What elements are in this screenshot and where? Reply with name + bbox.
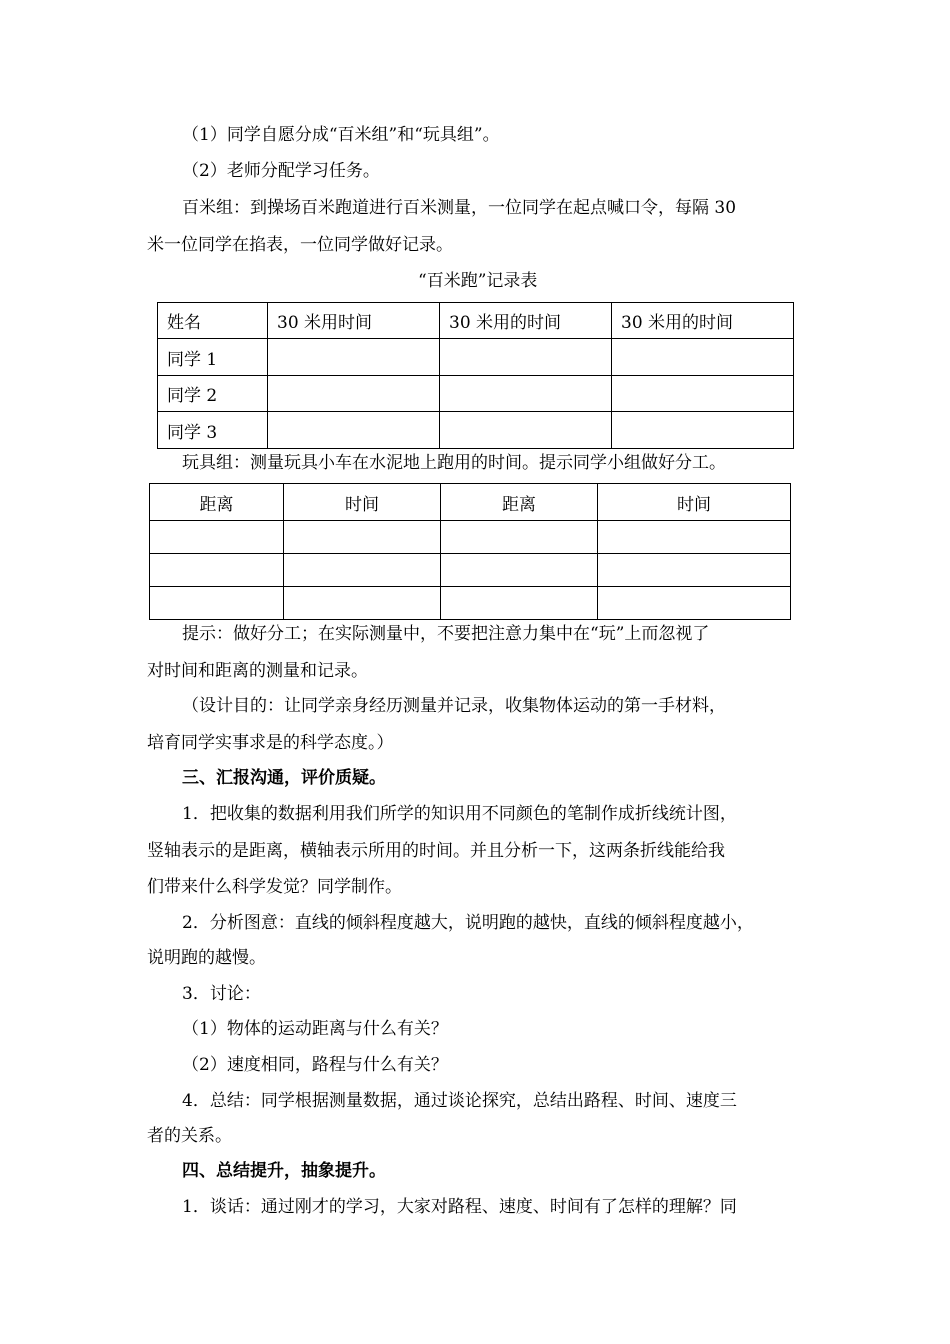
header-cell: 时间 <box>284 484 441 521</box>
paragraph: （1）物体的运动距离与什么有关？ <box>182 1019 448 1039</box>
table-cell <box>268 376 440 412</box>
paragraph: （设计目的：让同学亲身经历测量并记录，收集物体运动的第一手材料， <box>182 696 726 716</box>
paragraph: 说明跑的越慢。 <box>147 948 266 968</box>
header-cell: 30 米用的时间 <box>612 303 794 339</box>
paragraph: （2）老师分配学习任务。 <box>182 161 380 181</box>
table-row <box>158 412 794 449</box>
header-cell: 距离 <box>441 484 598 521</box>
table-cell <box>268 339 440 376</box>
paragraph: 2．分析图意：直线的倾斜程度越大，说明跑的越快，直线的倾斜程度越小， <box>182 913 754 933</box>
table-cell <box>612 376 794 412</box>
table-cell <box>441 521 598 554</box>
table-cell <box>441 554 598 587</box>
table-cell <box>441 587 598 620</box>
paragraph: 者的关系。 <box>147 1126 232 1146</box>
header-cell: 时间 <box>598 484 791 521</box>
table-cell <box>440 339 612 376</box>
table-row <box>150 587 791 620</box>
toy-car-record-table <box>149 483 791 620</box>
table-row <box>158 376 794 412</box>
table-header-row <box>150 484 791 521</box>
table-cell <box>598 587 791 620</box>
table-cell <box>612 339 794 376</box>
paragraph: 4．总结：同学根据测量数据，通过谈论探究，总结出路程、时间、速度三 <box>182 1091 737 1111</box>
section-heading: 三、汇报沟通，评价质疑。 <box>182 768 386 788</box>
table-cell <box>598 554 791 587</box>
table-row <box>150 554 791 587</box>
header-cell: 30 米用时间 <box>268 303 440 339</box>
table-cell: 同学 2 <box>158 376 268 412</box>
paragraph: 1．谈话：通过刚才的学习，大家对路程、速度、时间有了怎样的理解？同 <box>182 1197 737 1217</box>
paragraph: 百米组：到操场百米跑道进行百米测量，一位同学在起点喊口令，每隔 30 <box>182 198 737 218</box>
table-row <box>150 521 791 554</box>
paragraph: （1）同学自愿分成“百米组”和“玩具组”。 <box>182 125 500 145</box>
table-cell <box>150 521 284 554</box>
table-cell: 同学 3 <box>158 412 268 449</box>
table-header-row <box>158 303 794 339</box>
header-cell: 距离 <box>150 484 284 521</box>
table-cell <box>284 521 441 554</box>
header-cell: 30 米用的时间 <box>440 303 612 339</box>
paragraph: （2）速度相同，路程与什么有关？ <box>182 1055 448 1075</box>
table-cell <box>150 587 284 620</box>
table-cell: 同学 1 <box>158 339 268 376</box>
section-heading: 四、总结提升，抽象提升。 <box>182 1161 386 1181</box>
paragraph: 对时间和距离的测量和记录。 <box>147 661 368 681</box>
paragraph: 米一位同学在掐表，一位同学做好记录。 <box>147 235 453 255</box>
paragraph: 们带来什么科学发觉？同学制作。 <box>147 877 402 897</box>
paragraph: 培育同学实事求是的科学态度。） <box>147 733 394 753</box>
table-cell <box>268 412 440 449</box>
paragraph: 1．把收集的数据利用我们所学的知识用不同颜色的笔制作成折线统计图， <box>182 804 737 824</box>
hundred-meter-record-table <box>157 302 794 449</box>
table-caption: “百米跑”记录表 <box>418 271 538 291</box>
paragraph: 玩具组：测量玩具小车在水泥地上跑用的时间。提示同学小组做好分工。 <box>182 453 726 473</box>
table-cell <box>284 587 441 620</box>
table-cell <box>150 554 284 587</box>
table-cell <box>440 376 612 412</box>
paragraph: 提示：做好分工；在实际测量中，不要把注意力集中在“玩”上而忽视了 <box>182 624 710 644</box>
table-row <box>158 339 794 376</box>
paragraph: 竖轴表示的是距离，横轴表示所用的时间。并且分析一下，这两条折线能给我 <box>147 841 725 861</box>
table-cell <box>612 412 794 449</box>
table-cell <box>440 412 612 449</box>
paragraph: 3．讨论： <box>182 984 261 1004</box>
header-cell: 姓名 <box>158 303 268 339</box>
table-cell <box>284 554 441 587</box>
table-cell <box>598 521 791 554</box>
